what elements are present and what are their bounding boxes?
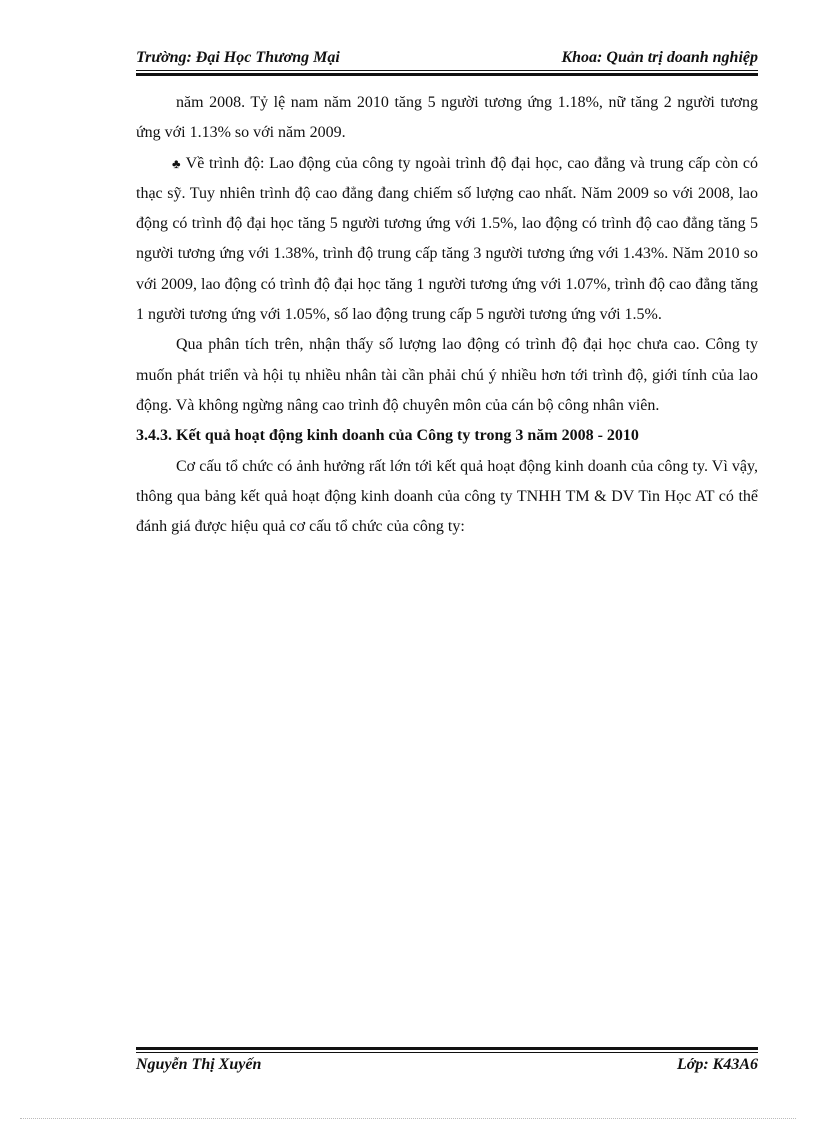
- page-header: [136, 49, 758, 67]
- header-rule-thin: [136, 70, 758, 71]
- footer-author: Nguyễn Thị Xuyến: [136, 1056, 262, 1073]
- paragraph-3: Qua phân tích trên, nhận thấy số lượng lao động có trình độ đại học chưa cao. Công ty muốn phát triển và hội tụ nhiều nhân tài cần phải chú ý nhiều hơn tới trình độ, giới tính của lao động. Và không ngừng nâng cao trình độ chuyên môn của cán bộ công nhân viên.: [136, 336, 758, 414]
- section-heading: 3.4.3. Kết quả hoạt động kinh doanh của Công ty trong 3 năm 2008 - 2010: [136, 427, 639, 445]
- paragraph-4: Cơ cấu tổ chức có ảnh hưởng rất lớn tới kết quả hoạt động kinh doanh của công ty. Vì vậy, thông qua bảng kết quả hoạt động kinh doanh của công ty TNHH TM & DV Tin Học AT có thể đánh giá được hiệu quả cơ cấu tổ chức của công ty:: [136, 457, 758, 536]
- footer-rule-thick: [136, 1047, 758, 1050]
- page-footer: [136, 1056, 758, 1074]
- header-rule-thick: [136, 73, 758, 76]
- paragraph-2: [136, 149, 758, 331]
- header-school: Trường: Đại Học Thương Mại: [136, 49, 340, 66]
- footer-class: Lớp: K43A6: [676, 1056, 758, 1073]
- club-bullet-icon: ♣: [172, 155, 182, 171]
- document-body: [136, 88, 758, 542]
- header-faculty: Khoa: Quản trị doanh nghiệp: [561, 49, 758, 66]
- footer-rule-thin: [136, 1052, 758, 1053]
- paragraph-2-text: Về trình độ: Lao động của công ty ngoài trình độ đại học, cao đẳng và trung cấp còn có thạc sỹ. Tuy nhiên trình độ cao đẳng đang chiếm số lượng cao nhất. Năm 2009 so với 2008, lao động có trình độ đại học tăng 5 người tương ứng với 1.5%, lao động có trình độ cao đẳng tăng 5 người tương ứng với 1.38%, trình độ trung cấp tăng 3 người tương ứng với 1.43%. Năm 2010 so với 2009, lao động có trình độ đại học tăng 1 người tương ứng với 1.07%, trình độ cao đẳng tăng 1 người tương ứng với 1.05%, số lao động trung cấp 5 người tương ứng với 1.5%.: [136, 154, 759, 324]
- page-edge-dotted-line: [20, 1118, 796, 1119]
- paragraph-1: năm 2008. Tỷ lệ nam năm 2010 tăng 5 người tương ứng 1.18%, nữ tăng 2 người tương ứng với 1.13% so với năm 2009.: [136, 94, 758, 142]
